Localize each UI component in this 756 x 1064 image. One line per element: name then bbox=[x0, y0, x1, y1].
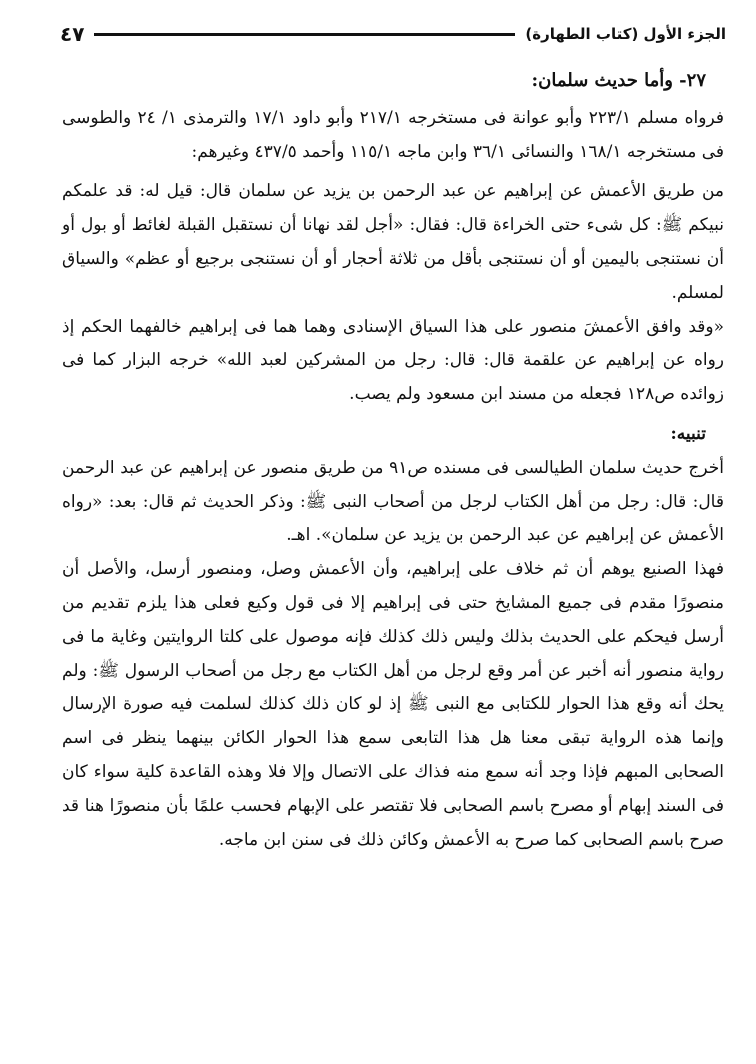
paragraph-discussion: فهذا الصنيع يوهم أن ثم خلاف على إبراهيم، وأن الأعمش وصل، ومنصور أرسل، والأصل أن منصورًا مقدم فى جميع المشايخ حتى فى إبراهيم إلا فى قول وكيع فعلى هذا يلزم تقديم من أرسل فيحكم على الحديث بذلك وليس ذلك كذلك فإنه موصول على كلتا الروايتين وغاية ما فى رواية منصور أنه أخبر عن أمر وقع لرجل من أهل الكتاب مع رجل من أصحاب الرسول ﷺ: ولم يحك أنه وقع هذا الحوار للكتابى مع النبى ﷺ إذ لو كان ذلك كذلك لسلمت فيه صورة الإرسال وإنما هذه الرواية تبقى معنا هل هذا التابعى سمع هذا الحوار الكائن بينهما ينظر فى اسم الصحابى المبهم فإذا وجد أنه سمع منه فذاك على الاتصال وإلا فلا وهذه القاعدة كلية سواء كان فى السند إبهام أو مصرح باسم الصحابى فلا تقتصر على الإبهام فحسب علمًا بأن منصورًا هنا قد صرح باسم الصحابى كما صرح به الأعمش وكائن ذلك فى سنن ابن ماجه. bbox=[62, 559, 724, 850]
running-header bbox=[60, 22, 726, 46]
note-title: تنبيه: bbox=[670, 423, 706, 444]
page-body bbox=[62, 64, 724, 857]
header-rule bbox=[94, 33, 515, 36]
running-header-title: الجزء الأول (كتاب الطهارة) bbox=[525, 25, 726, 43]
paragraph-mutaba: «وقد وافق الأعمشَ منصور على هذا السياق الإسنادى وهما هما فى إبراهيم خالفهما الحكم إذ رواه عن إبراهيم عن علقمة قال: قال: رجل من المشركين لعبد الله» خرجه البزار كما فى زوائده ص١٢٨ فجعله من مسند ابن مسعود ولم يصب. bbox=[62, 316, 724, 405]
paragraph-takhrij: فرواه مسلم ٢٢٣/١ وأبو عوانة فى مستخرجه ٢١٧/١ وأبو داود ١٧/١ والترمذى ١/ ٢٤ والطوسى فى مستخرجه ١٦٨/١ والنسائى ٣٦/١ وابن ماجه ١١٥/١ وأحمد ٤٣٧/٥ وغيرهم: bbox=[62, 107, 724, 162]
page-number: ٤٧ bbox=[60, 22, 85, 46]
section-title: ٢٧- وأما حديث سلمان: bbox=[531, 70, 706, 91]
paragraph-note: أخرج حديث سلمان الطيالسى فى مسنده ص٩١ من طريق منصور عن إبراهيم عن عبد الرحمن قال: قال: رجل من أهل الكتاب لرجل من أصحاب النبى ﷺ: وذكر الحديث ثم قال: بعد: «رواه الأعمش عن إبراهيم عن عبد الرحمن بن يزيد عن سلمان». اهـ. bbox=[62, 457, 724, 546]
paragraph-hadith-text: من طريق الأعمش عن إبراهيم عن عبد الرحمن بن يزيد عن سلمان قال: قيل له: قد علمكم نبيكم ﷺ: كل شىء حتى الخراءة قال: فقال: «أجل لقد نهانا أن نستقبل القبلة لغائط أو بول أو أن نستنجى باليمين أو أن نستنجى بأقل من ثلاثة أحجار أو أن نستنجى برجيع أو عظم» والسياق لمسلم. bbox=[62, 181, 724, 303]
